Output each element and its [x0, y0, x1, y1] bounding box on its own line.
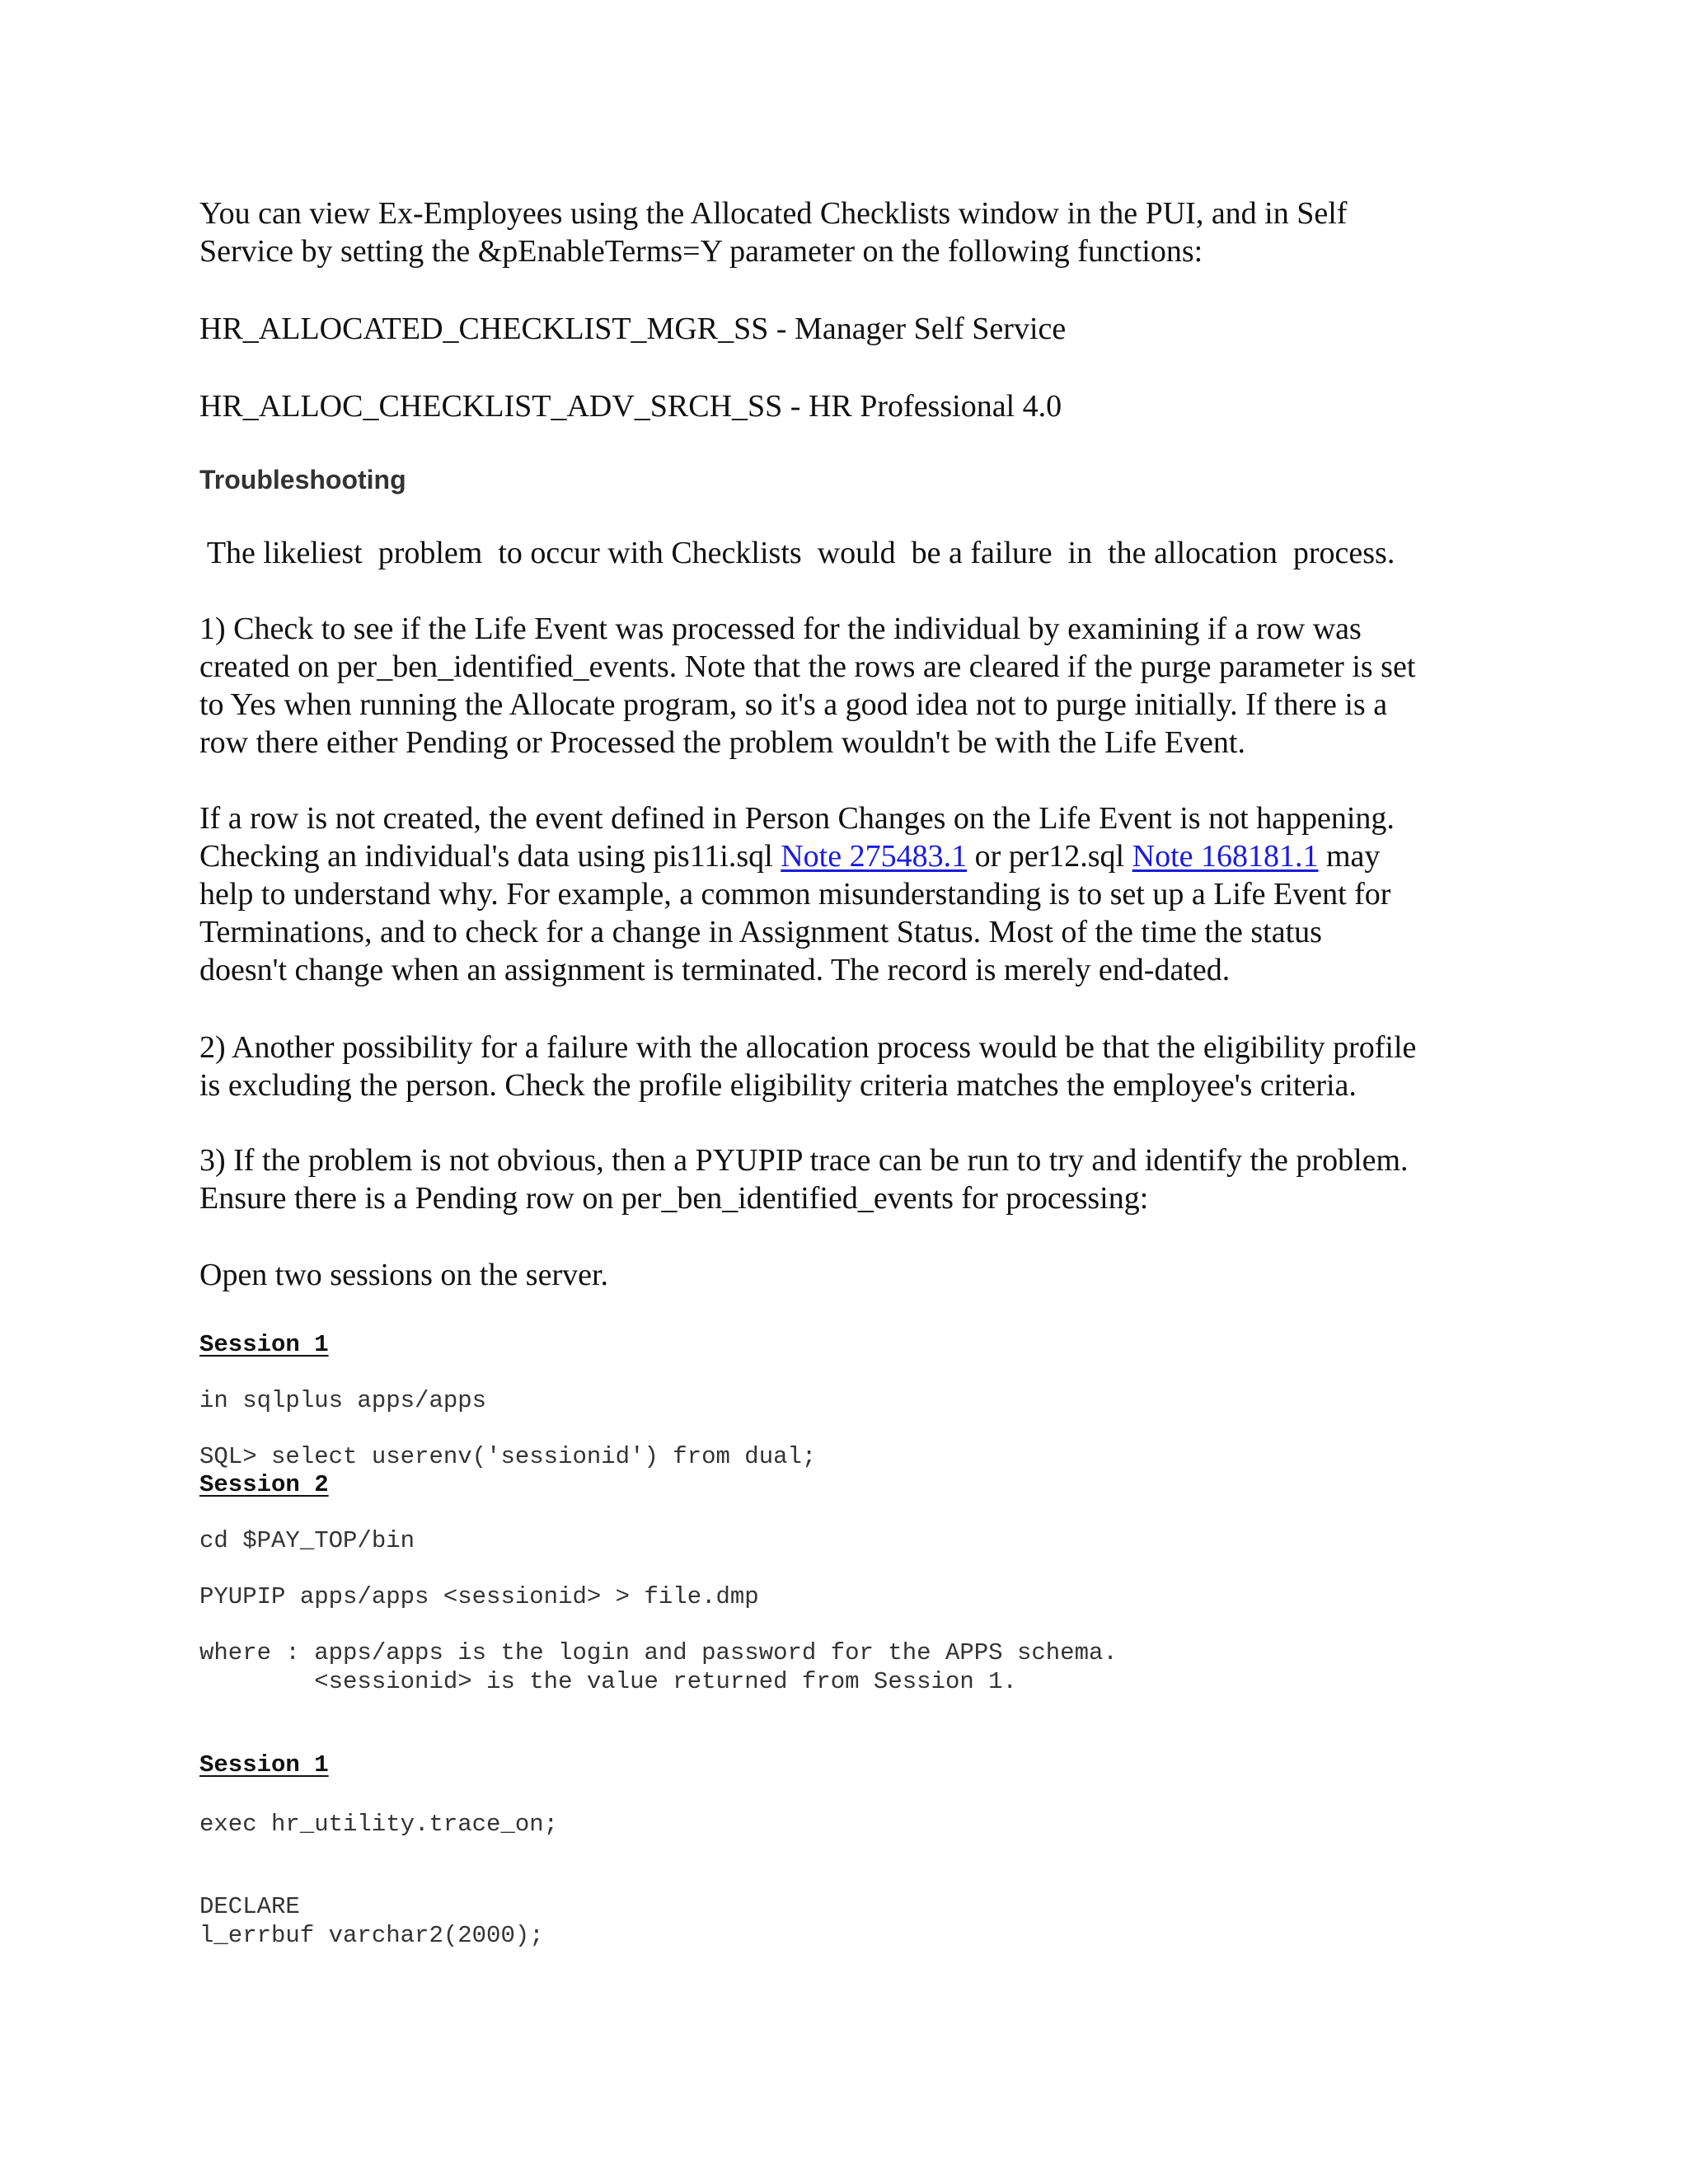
- step3-paragraph: 3) If the problem is not obvious, then a PYUPIP trace can be run to try and identify the problem. Ensure there is a Pending row on per_ben_identified_events for processing:: [199, 1143, 1409, 1216]
- code-line: l_errbuf varchar2(2000);: [199, 1922, 544, 1949]
- code-line: where : apps/apps is the login and password for the APPS schema.: [199, 1639, 1118, 1666]
- note-168181-link[interactable]: Note 168181.1: [1132, 839, 1319, 874]
- code-line: in sqlplus apps/apps: [199, 1387, 487, 1414]
- code-line: SQL> select userenv('sessionid') from dual;: [199, 1443, 817, 1470]
- session-1-label: Session 1: [199, 1331, 329, 1358]
- code-line: <sessionid> is the value returned from Session 1.: [199, 1668, 1017, 1695]
- intro-line: You can view Ex-Employees using the Allocated Checklists window in the PUI, and in Self: [199, 196, 1348, 231]
- code-line: exec hr_utility.trace_on;: [199, 1811, 559, 1838]
- intro-paragraph: [199, 194, 1502, 270]
- code-line: cd $PAY_TOP/bin: [199, 1527, 415, 1554]
- session-2-label: Session 2: [199, 1471, 329, 1498]
- row-not-created-paragraph: If a row is not created, the event defined in Person Changes on the Life Event is not happening. Checking an individual's data using pis11i.sql Note 275483.1 or per12.sql Note 168181.1 may help to understand why. For example, a common misunderstanding is to set up a Life Event for Terminations, and to check for a change in Assignment Status. Most of the time the status doesn't change when an assignment is terminated. The record is merely end-dated.: [199, 801, 1395, 987]
- session-1-label: Session 1: [199, 1751, 329, 1779]
- function-manager-self-service: HR_ALLOCATED_CHECKLIST_MGR_SS - Manager Self Service: [199, 312, 1067, 346]
- likeliest-problem-paragraph: The likeliest problem to occur with Checklists would be a failure in the allocation process.: [199, 536, 1395, 570]
- open-sessions-text: Open two sessions on the server.: [199, 1258, 609, 1292]
- code-line: DECLARE: [199, 1893, 300, 1920]
- troubleshooting-heading: Troubleshooting: [199, 465, 406, 494]
- step2-paragraph: 2) Another possibility for a failure with the allocation process would be that the eligibility profile is excluding the person. Check the profile eligibility criteria matches the employee's criteria.: [199, 1030, 1417, 1103]
- function-hr-professional: HR_ALLOC_CHECKLIST_ADV_SRCH_SS - HR Professional 4.0: [199, 389, 1062, 424]
- intro-line: Service by setting the &pEnableTerms=Y parameter on the following functions:: [199, 234, 1203, 269]
- note-275483-link[interactable]: Note 275483.1: [781, 839, 968, 874]
- code-line: PYUPIP apps/apps <sessionid> > file.dmp: [199, 1583, 759, 1610]
- step1-paragraph: 1) Check to see if the Life Event was processed for the individual by examining if a row was created on per_ben_identified_events. Note that the rows are cleared if the purge parameter is set to Yes when running the Allocate program, so it's a good idea not to purge initially. If there is a row there either Pending or Processed the problem wouldn't be with the Life Event.: [199, 612, 1416, 760]
